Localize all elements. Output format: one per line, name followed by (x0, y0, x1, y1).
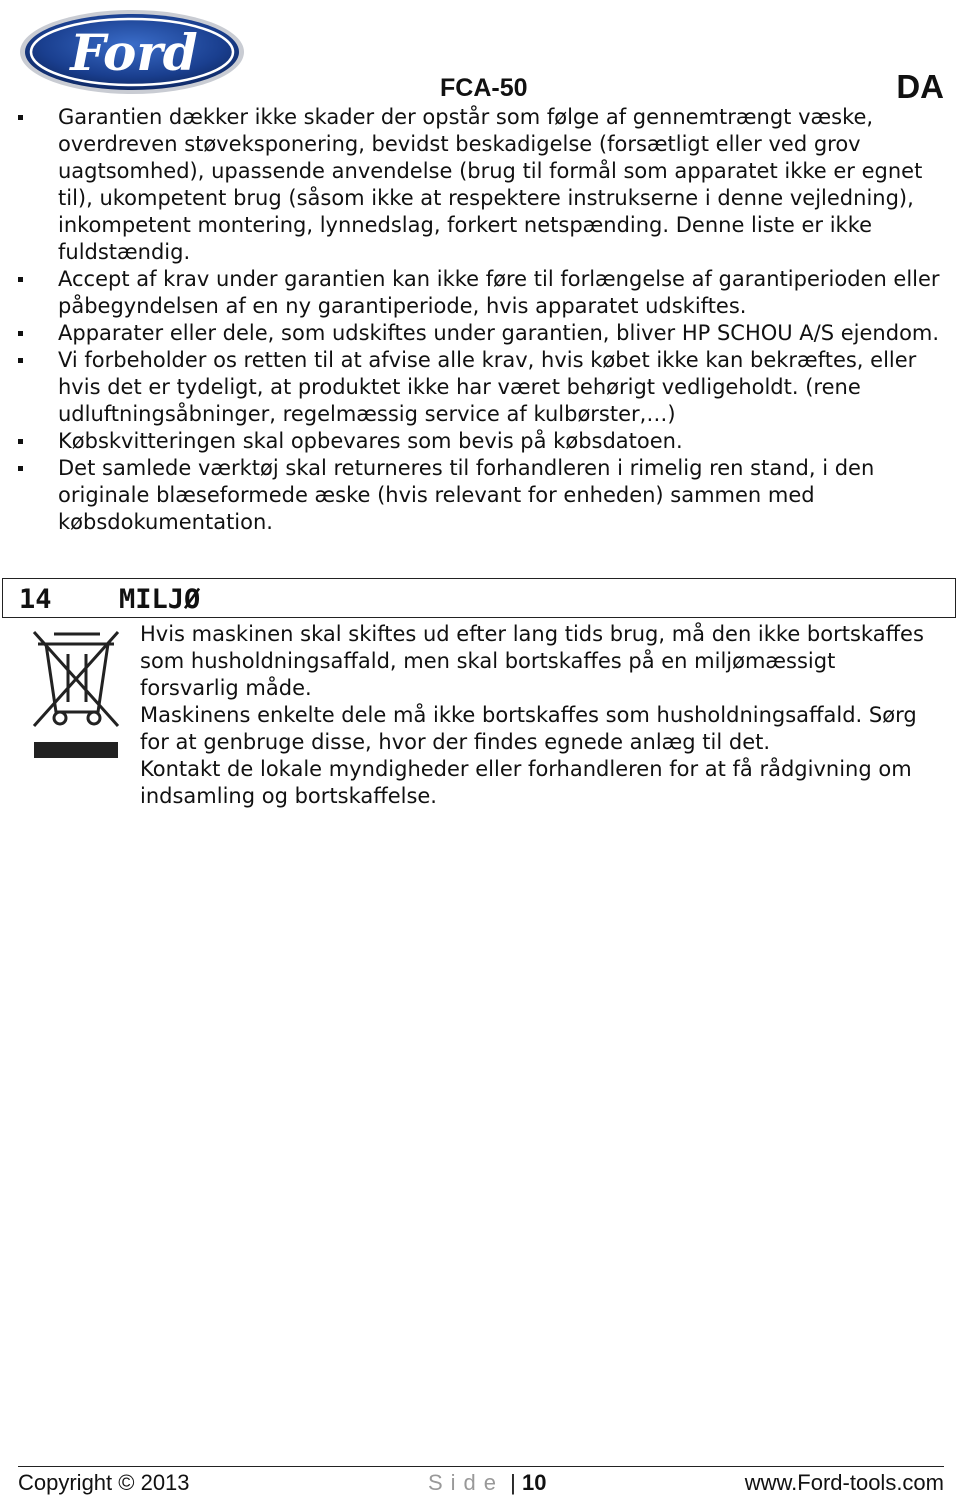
list-item (0, 347, 960, 428)
page-number: 10 (522, 1470, 547, 1495)
section-title: MILJØ (119, 584, 201, 615)
section-heading (2, 578, 956, 618)
list-item (0, 428, 960, 455)
environment-text (140, 621, 940, 810)
bullet-icon (18, 115, 23, 120)
crossed-out-wheelie-bin-icon (28, 626, 124, 762)
footer-divider (18, 1466, 944, 1467)
svg-text:Ford: Ford (70, 23, 198, 82)
list-item (0, 455, 960, 536)
ford-logo (18, 8, 246, 96)
list-item-text: Vi forbeholder os retten til at afvise alle krav, hvis købet ikke kan bekræftes, eller hvis det er tydeligt, at produktet ikke har været behørigt vedligeholdt. (rene udluftningsåbninger, regelmæssig service af kulbørster,…) (58, 348, 917, 426)
language-code: DA (896, 68, 944, 105)
bullet-icon (18, 358, 23, 363)
page-label: Side (428, 1470, 505, 1495)
bullet-icon (18, 331, 23, 336)
model-name: FCA-50 (440, 74, 528, 102)
bullet-icon (18, 466, 23, 471)
warranty-list (0, 104, 960, 536)
list-item-text: Apparater eller dele, som udskiftes under garantien, bliver HP SCHOU A/S ejendom. (58, 321, 940, 345)
page-footer (18, 1470, 944, 1500)
list-item (0, 320, 960, 347)
environment-paragraph: Hvis maskinen skal skiftes ud efter lang tids brug, må den ikke bortskaffes som husholdningsaffald, men skal bortskaffes på en miljømæssigt forsvarlig måde. (140, 622, 924, 700)
website-link[interactable]: www.Ford-tools.com (744, 1470, 944, 1495)
bullet-icon (18, 439, 23, 444)
list-item (0, 266, 960, 320)
section-number: 14 (19, 584, 52, 615)
page-separator: | (510, 1470, 516, 1495)
list-item-text: Garantien dækker ikke skader der opstår som følge af gennemtrængt væske, overdreven støveksponering, bevidst beskadigelse (forsætligt eller ved grov uagtsomhed), upassende anvendelse (brug til formål som apparatet ikke er egnet til), ukompetent brug (såsom ikke at respektere instrukserne i denne vejledning), inkompetent montering, lynnedslag, forkert netspænding. Denne liste er ikke fuldstændig. (58, 105, 923, 264)
list-item (0, 104, 960, 266)
list-item-text: Det samlede værktøj skal returneres til forhandleren i rimelig ren stand, i den originale blæseformede æske (hvis relevant for enheden) sammen med købsdokumentation. (58, 456, 875, 534)
list-item-text: Købskvitteringen skal opbevares som bevis på købsdatoen. (58, 429, 683, 453)
bullet-icon (18, 277, 23, 282)
environment-paragraph: Kontakt de lokale myndigheder eller forhandleren for at få rådgivning om indsamling og bortskaffelse. (140, 757, 912, 808)
list-item-text: Accept af krav under garantien kan ikke føre til forlængelse af garantiperioden eller påbegyndelsen af en ny garantiperiode, hvis apparatet udskiftes. (58, 267, 940, 318)
copyright-text: Copyright © 2013 (18, 1470, 190, 1495)
page-indicator (428, 1470, 547, 1496)
environment-paragraph: Maskinens enkelte dele må ikke bortskaffes som husholdningsaffald. Sørg for at genbruge disse, hvor der findes egnede anlæg til det. (140, 703, 917, 754)
